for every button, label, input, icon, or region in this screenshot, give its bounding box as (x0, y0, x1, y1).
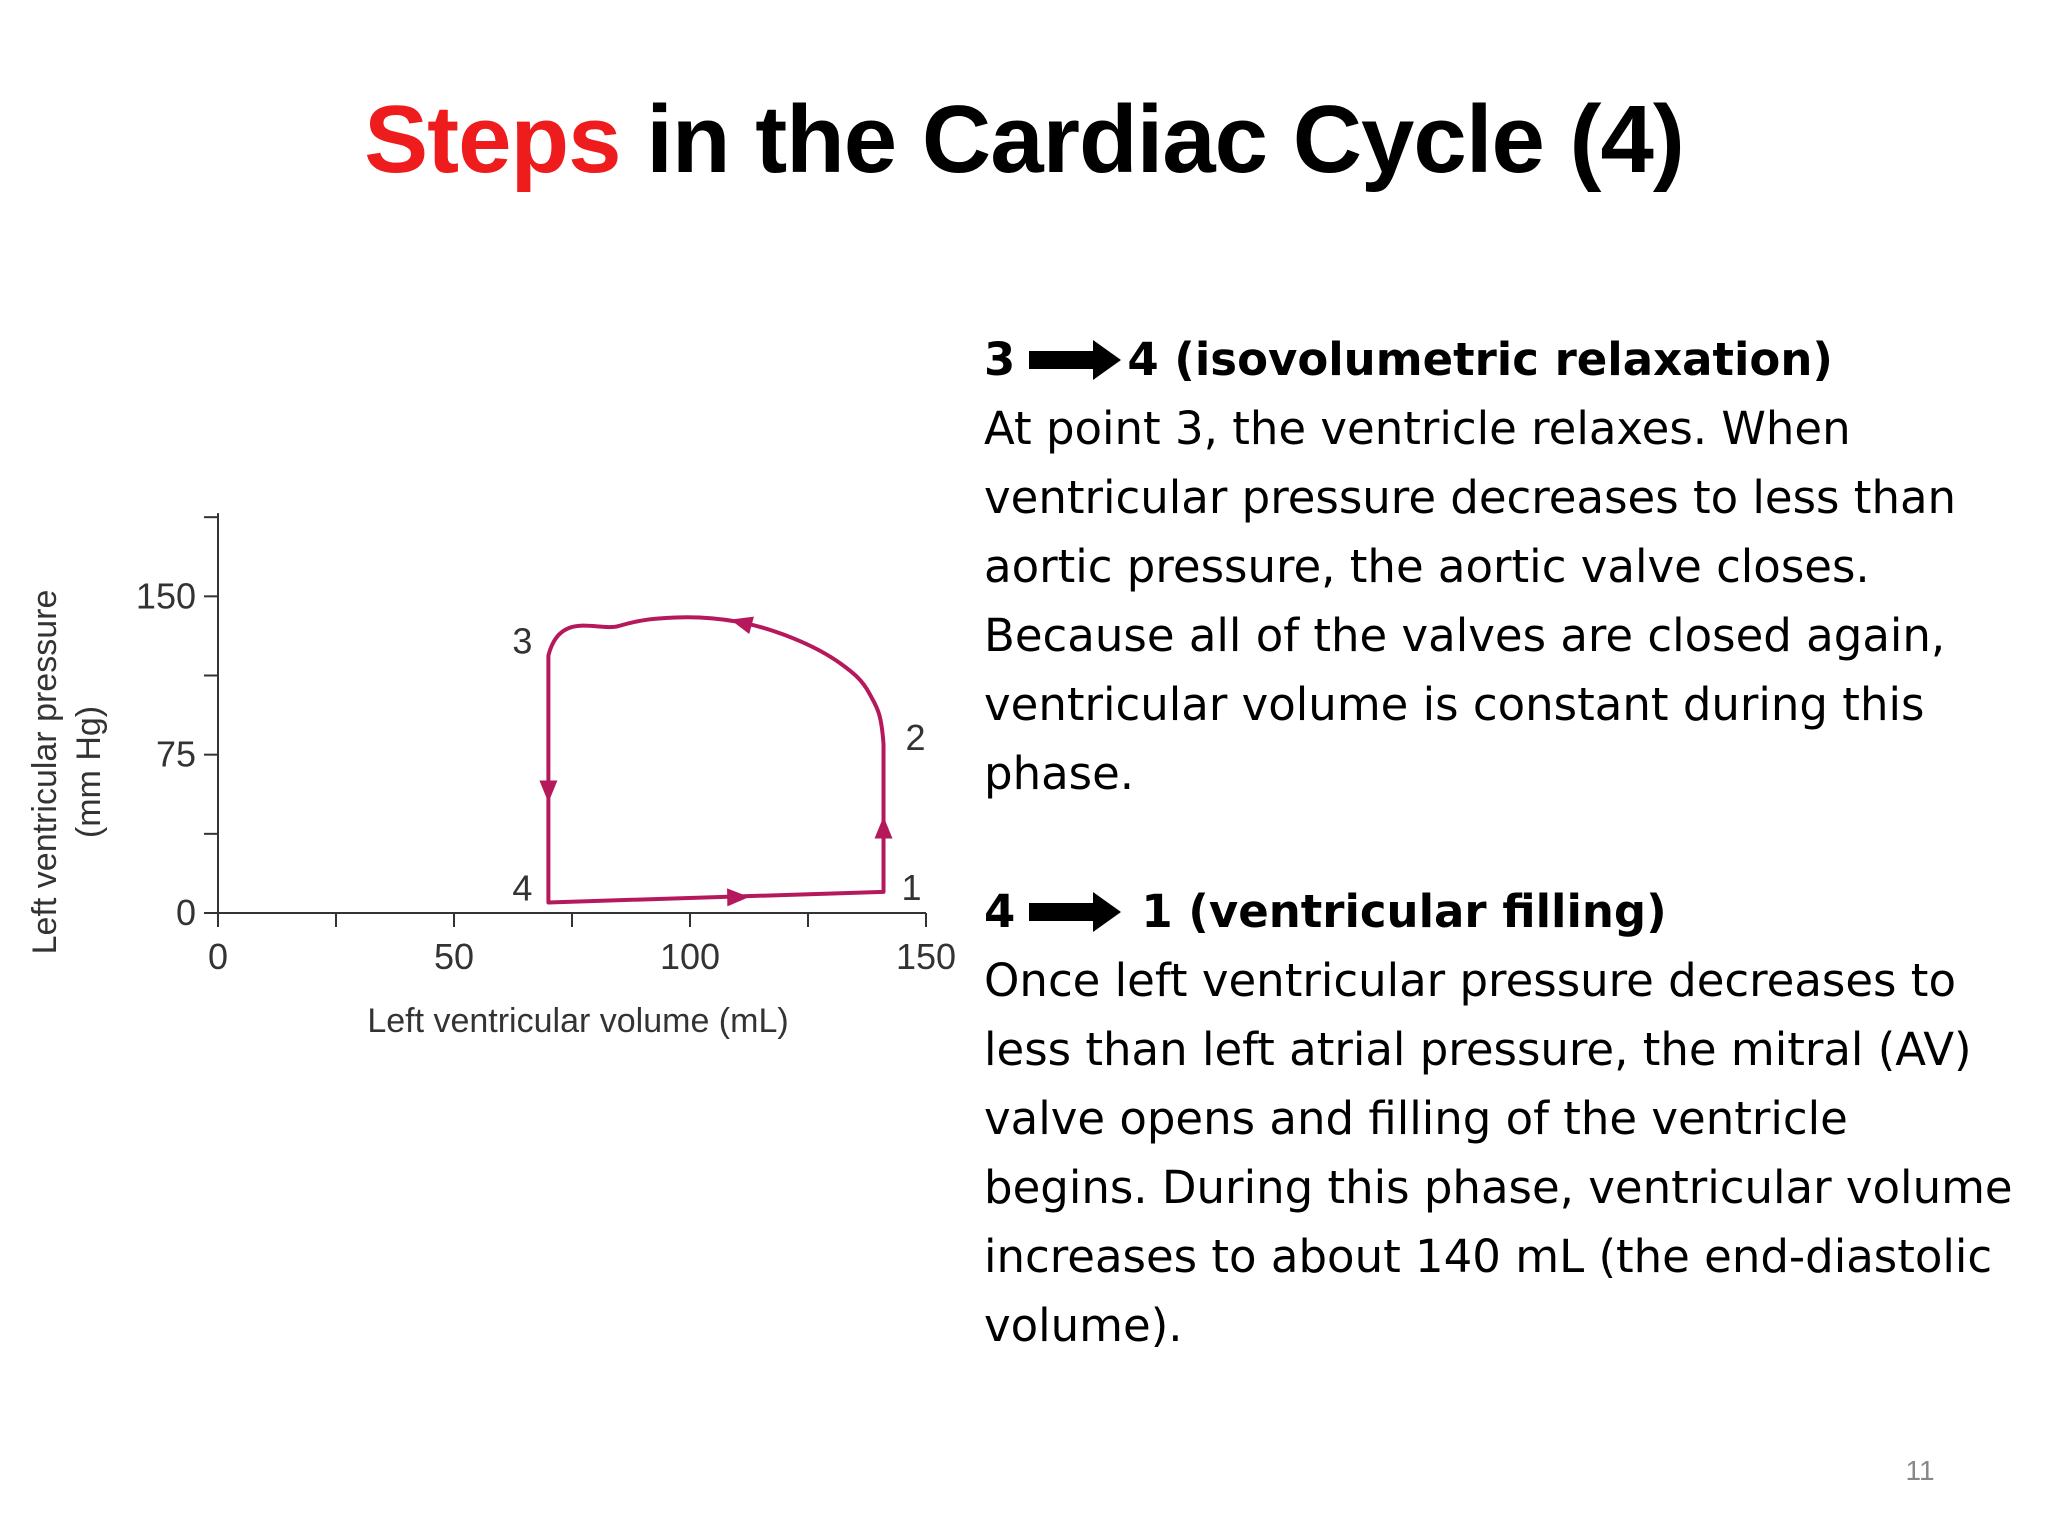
x-tick-label: 150 (895, 936, 957, 977)
point-label: 3 (512, 620, 533, 662)
x-tick-label: 100 (659, 936, 721, 977)
slide-title (0, 80, 2048, 200)
slide-title-accent: Steps (364, 86, 621, 193)
x-axis-label: Left ventricular volume (mL) (367, 1002, 789, 1040)
x-tick-label: 50 (433, 936, 475, 977)
loop-direction-arrow (727, 888, 749, 906)
right-arrow-icon (1029, 340, 1121, 380)
pv-loop-line (548, 617, 883, 902)
y-axis-unit-label: (mm Hg) (70, 705, 108, 839)
section-from-point: 4 (984, 885, 1016, 938)
section-body: Once left ventricular pressure decreases to less than left atrial pressure, the mitral (AV) valve opens and filling of the ventricle begins. During this phase, ventricular volume increases to about 140 mL (the end-diastolic volume). (984, 954, 2013, 1352)
slide-title-rest: in the Cardiac Cycle (4) (620, 86, 1684, 193)
point-label: 2 (905, 717, 926, 759)
point-label: 1 (901, 866, 922, 908)
loop-direction-arrow (539, 781, 557, 803)
x-tick-label: 0 (207, 936, 229, 977)
right-arrow-icon (1029, 892, 1121, 932)
loop-direction-arrow (875, 817, 893, 839)
y-tick-label: 0 (175, 892, 196, 933)
section-body: At point 3, the ventricle relaxes. When ventricular pressure decreases to less than aortic pressure, the aortic valve closes. Because all of the valves are closed again, ventricular volume is constant during this phase. (984, 402, 1957, 800)
section-ventricular-filling (984, 877, 2024, 1360)
pressure-volume-loop-chart (0, 420, 980, 1060)
section-heading (984, 877, 2024, 946)
axes (136, 513, 956, 977)
section-isovolumetric-relaxation (984, 325, 2024, 808)
section-to-label: 1 (ventricular filling) (1141, 885, 1667, 938)
slide-number: 11 (1905, 1455, 1935, 1486)
y-tick-label: 75 (155, 733, 196, 775)
y-tick-label: 150 (135, 575, 196, 617)
section-from-point: 3 (984, 333, 1016, 386)
explanation-text (984, 325, 2024, 1360)
point-label: 4 (512, 867, 533, 909)
section-heading (984, 325, 2024, 394)
y-axis-label: Left ventricular pressure (26, 589, 64, 955)
data-marks (512, 611, 925, 909)
section-to-label: 4 (isovolumetric relaxation) (1127, 333, 1833, 386)
